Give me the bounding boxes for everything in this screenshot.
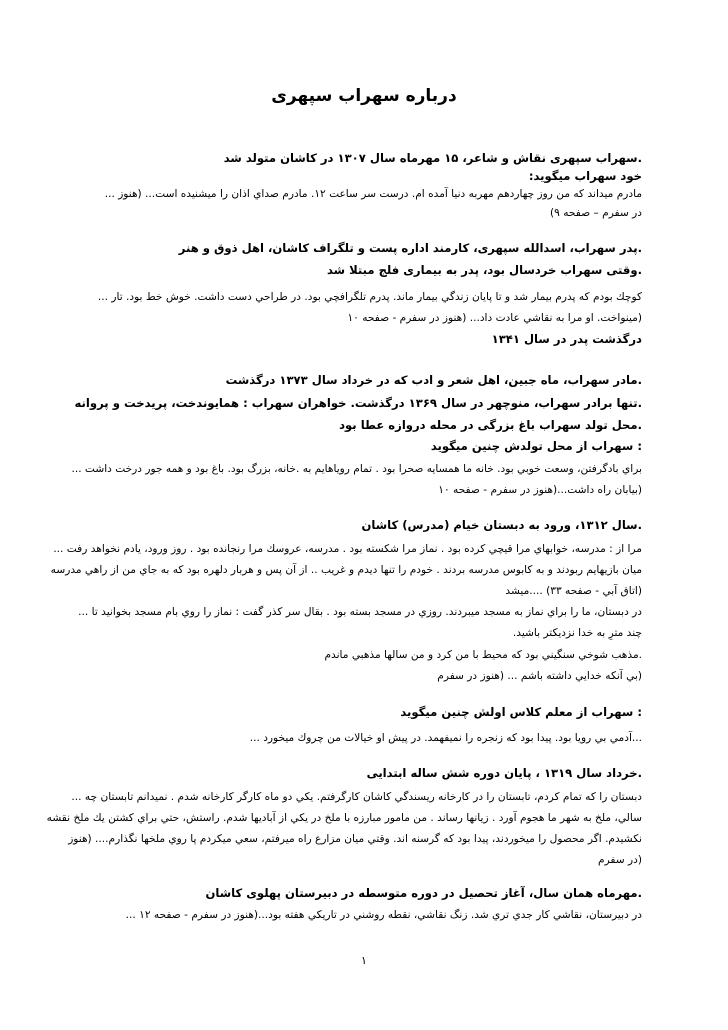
- page-number: ۱: [361, 954, 367, 967]
- text-line: (بي آنکه خدایي داشته باشم ... (هنوز در سفرم: [437, 670, 642, 682]
- text-line: .خرداد سال ۱۳۱۹ ، پایان دوره شش ساله ابتدایی: [366, 766, 642, 780]
- text-line: چند مترِ به خدا نزدیکتر باشید.: [512, 627, 642, 639]
- text-line: : سهراب از معلم کلاس اولش چنین میگوید: [400, 705, 642, 719]
- text-line: کوچك بودم که پدرم بیمار شد و تا پایان زندگي بیمار ماند. پدرم تلگرافچي بود. در طراحي دست داشت. خوش خط بود. تار ...: [97, 291, 642, 303]
- text-line: نکشیدم. اگر محصول را میخوردند، پیدا بود که گرسنه اند. وقتي میان مزارع راه میرفتم، سعي میکردم پا روي ملخها نگذارم.... (هنوز: [68, 833, 642, 845]
- text-line: میان بازیهایم ربودند و به کابوس مدرسه بردند . خودم را تنها دیدم و غریب .. از آن پس و هربار دلهره بود که به جاي من از راهي مدرسه: [50, 564, 642, 576]
- text-line: ...آدمي بي رویا بود. پیدا بود که زنجره را نمیفهمد. در پیش او خیالات من چروك میخورد ...: [249, 732, 642, 744]
- text-line: .پدر سهراب، اسدالله سپهری، کارمند اداره پست و تلگراف کاشان، اهل ذوق و هنر: [178, 241, 642, 255]
- text-line: دبستان را که تمام کردم، تابستان را در کارخانه ریسندگي کاشان کارگرفتم. یکي دو ماه کارگر کارخانه شدم . نمیدانم تابستان چه ...: [71, 791, 642, 803]
- text-line: .وقتی سهراب خردسال بود، پدر به بیماری فلج مبتلا شد: [326, 263, 642, 277]
- text-line: .محل تولد سهراب باغ بزرگی در محله دروازه عطا بود: [339, 418, 642, 432]
- text-line: براي بادگرفتن، وسعت خوبي بود. خانه ما همسایه صحرا بود . تمام رویاهایم به .خانه، بزرگ بود. باغ بود و همه جور درخت داشت ...: [71, 463, 642, 475]
- text-line: در دبستان، ما را براي نماز به مسجد میبردند. روزي در مسجد بسته بود . بقال سر کذر گفت : نماز را روي بام مسجد بخوانید تا ...: [78, 606, 642, 618]
- text-line: (اتاق آبي - صفحه ۳۳) ....میشد: [505, 585, 642, 597]
- text-line: سالي، ملخ به شهر ما هجوم آورد . زیانها رساند . من مامور مبارزه با ملخ در یکي از آبادیها شدم. راستش، حتي براي کشتن یك ملخ نقشه: [46, 812, 642, 824]
- text-line: درگذشت پدر در سال ۱۳۴۱: [491, 332, 642, 346]
- text-line: .مهرماه همان سال، آغاز تحصیل در دوره متوسطه در دبیرستان پهلوی کاشان: [205, 886, 642, 900]
- text-line: مرا از : مدرسه، خوابهاي مرا قیچي کرده بود . نماز مرا شکسته بود . مدرسه، عروسك مرا رنجانده بود . روز ورود، یادم نخواهد رفت ...: [53, 543, 642, 555]
- text-line: .تنها برادر سهراب، منوچهر در سال ۱۳۶۹ درگذشت. خواهران سهراب : همایوندخت، پریدخت و پروانه: [74, 396, 642, 410]
- text-line: .سال ۱۳۱۲، ورود به دبستان خیام (مدرس) کاشان: [361, 518, 642, 532]
- text-line: .مذهب شوخي سنگیني بود که محیط با من کرد و من سالها مذهبي ماندم: [324, 649, 642, 661]
- text-line: (در سفرم: [598, 854, 642, 866]
- text-line: (بیابان راه داشت...(هنوز در سفرم - صفحه ۱۰: [438, 484, 642, 496]
- text-line: در دبیرستان، نقاشي كار جدي تري شد. زنگ نقاشي، نقطه روشني در تاريكي هفته بود...(هنوز در سفرم - صفحه ۱۲ ...: [125, 909, 642, 921]
- text-line: (مینواخت. او مرا به نقاشي عادت داد... (هنوز در سفرم - صفحه ۱۰: [347, 312, 642, 324]
- text-line: خود سهراب میگوید:: [528, 169, 642, 183]
- text-line: : سهراب از محل تولدش چنین میگوید: [430, 439, 642, 453]
- text-line: مادرم میداند که من روز چهاردهم مهربه دنیا آمده ام. درست سر ساعت ۱۲. مادرم صداي اذان را میشنیده است... (هنوز ...: [104, 188, 642, 200]
- page-title: درباره سهراب سپهری: [271, 86, 457, 106]
- text-line: .سهراب سپهری نقاش و شاعر، ۱۵ مهرماه سال ۱۳۰۷ در کاشان متولد شد: [223, 151, 642, 165]
- text-line: در سفرم – صفحه ۹): [550, 207, 642, 219]
- text-line: .مادر سهراب، ماه جبین، اهل شعر و ادب که در خرداد سال ۱۳۷۳ درگذشت: [225, 373, 642, 387]
